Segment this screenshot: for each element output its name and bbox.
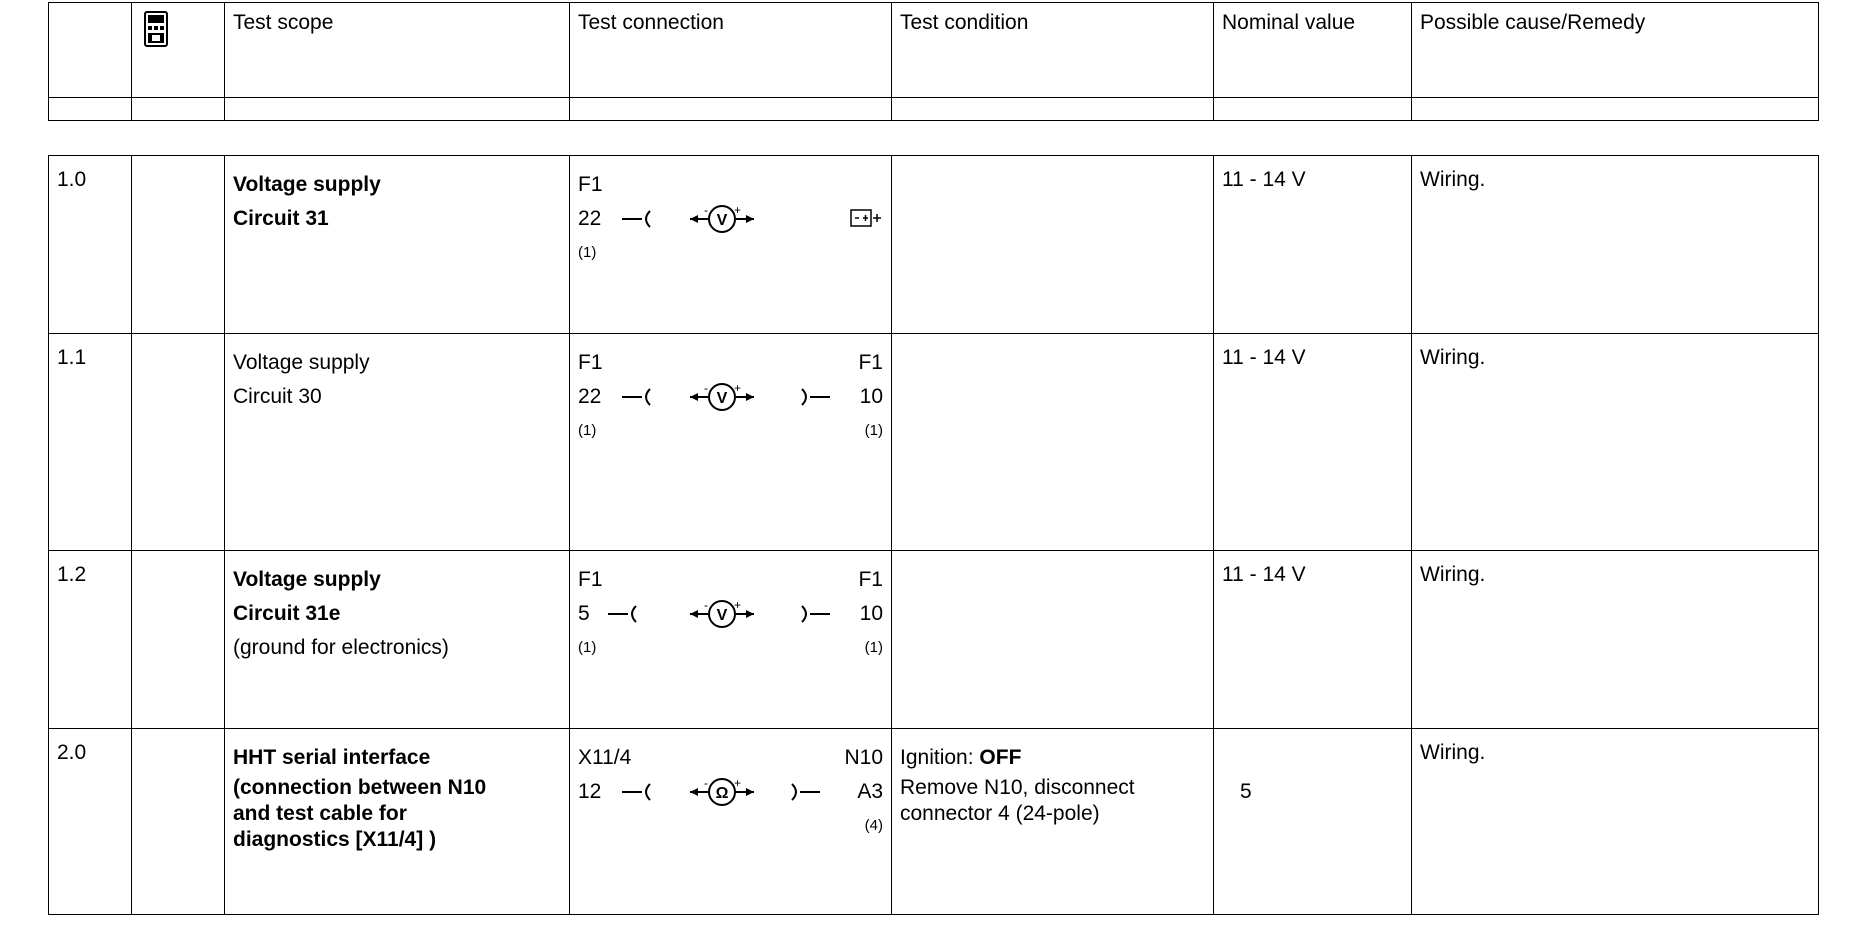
nominal-value-cell: 11 - 14 V xyxy=(1214,156,1412,334)
left-note: (1) xyxy=(578,244,597,261)
right-pin: 10 xyxy=(859,602,883,625)
left-pin: 12 xyxy=(578,780,602,803)
multimeter-icon xyxy=(144,11,168,47)
right-label: F1 xyxy=(858,351,883,374)
left-pin: 22 xyxy=(578,385,602,408)
right-note: (1) xyxy=(864,639,883,656)
svg-text:-: - xyxy=(704,598,708,612)
left-label: F1 xyxy=(578,568,603,591)
nominal-value-cell: 11 - 14 V xyxy=(1214,334,1412,551)
right-label: F1 xyxy=(858,568,883,591)
header-nominal-value: Nominal value xyxy=(1214,3,1412,98)
nominal-value-cell: 5 xyxy=(1214,729,1412,915)
svg-text:-: - xyxy=(704,203,708,217)
test-connection-cell xyxy=(570,551,892,729)
meter-letter: V xyxy=(716,390,728,407)
header-test-connection: Test connection xyxy=(570,3,892,98)
remedy-cell: Wiring. xyxy=(1412,551,1819,729)
test-condition-cell xyxy=(892,156,1214,334)
header-table xyxy=(48,2,1819,121)
meter-letter: V xyxy=(716,212,728,229)
test-condition-cell: Ignition: OFF Remove N10, disconnect connector 4 (24-pole) xyxy=(892,729,1214,915)
meter-letter: V xyxy=(716,607,728,624)
device-cell xyxy=(132,334,225,551)
header-test-scope: Test scope xyxy=(225,3,570,98)
header-device-cell xyxy=(132,3,225,98)
header-test-condition: Test condition xyxy=(892,3,1214,98)
right-pin: A3 xyxy=(857,780,883,803)
device-cell xyxy=(132,729,225,915)
nominal-value-cell: 11 - 14 V xyxy=(1214,551,1412,729)
right-note: (4) xyxy=(864,817,883,834)
device-cell xyxy=(132,156,225,334)
step-number: 1.0 xyxy=(49,156,132,334)
voltmeter-symbol xyxy=(620,202,850,236)
table-row xyxy=(49,334,1819,551)
remedy-cell: Wiring. xyxy=(1412,729,1819,915)
battery-icon xyxy=(849,202,883,236)
test-scope-cell: Voltage supply Circuit 31e (ground for electronics) xyxy=(225,551,570,729)
header-possible-cause: Possible cause/Remedy xyxy=(1412,3,1819,98)
svg-text:-: - xyxy=(704,381,708,395)
step-number: 1.2 xyxy=(49,551,132,729)
test-condition-cell xyxy=(892,334,1214,551)
voltmeter-symbol xyxy=(606,597,836,631)
table-row xyxy=(49,729,1819,915)
header-num-cell xyxy=(49,3,132,98)
test-scope-cell: Voltage supply Circuit 30 xyxy=(225,334,570,551)
left-label: F1 xyxy=(578,173,603,196)
table-row xyxy=(49,156,1819,334)
left-pin: 22 xyxy=(578,207,602,230)
svg-text:+: + xyxy=(734,598,742,612)
test-connection-cell xyxy=(570,729,892,915)
left-label: X11/4 xyxy=(578,746,632,769)
right-label: N10 xyxy=(844,746,883,769)
left-pin: 5 xyxy=(578,602,590,625)
test-connection-cell xyxy=(570,334,892,551)
test-table xyxy=(48,155,1819,915)
left-note: (1) xyxy=(578,422,597,439)
test-scope-cell: HHT serial interface (connection between N10 and test cable for diagnostics [X11/4] ) xyxy=(225,729,570,915)
svg-text:+: + xyxy=(734,776,742,790)
table-row xyxy=(49,551,1819,729)
step-number: 2.0 xyxy=(49,729,132,915)
condition-ignition: Ignition: OFF xyxy=(900,746,1022,769)
svg-text:+: + xyxy=(734,203,742,217)
test-scope-cell: Voltage supply Circuit 31 xyxy=(225,156,570,334)
test-condition-cell xyxy=(892,551,1214,729)
step-number: 1.1 xyxy=(49,334,132,551)
remedy-cell: Wiring. xyxy=(1412,334,1819,551)
svg-text:-: - xyxy=(704,776,708,790)
voltmeter-symbol xyxy=(620,380,850,414)
right-note: (1) xyxy=(864,422,883,439)
right-pin: 10 xyxy=(859,385,883,408)
meter-letter: Ω xyxy=(715,785,729,802)
svg-text:+: + xyxy=(734,381,742,395)
left-note: (1) xyxy=(578,639,597,656)
remedy-cell: Wiring. xyxy=(1412,156,1819,334)
left-label: F1 xyxy=(578,351,603,374)
ohmmeter-symbol xyxy=(620,775,840,809)
test-connection-cell xyxy=(570,156,892,334)
device-cell xyxy=(132,551,225,729)
